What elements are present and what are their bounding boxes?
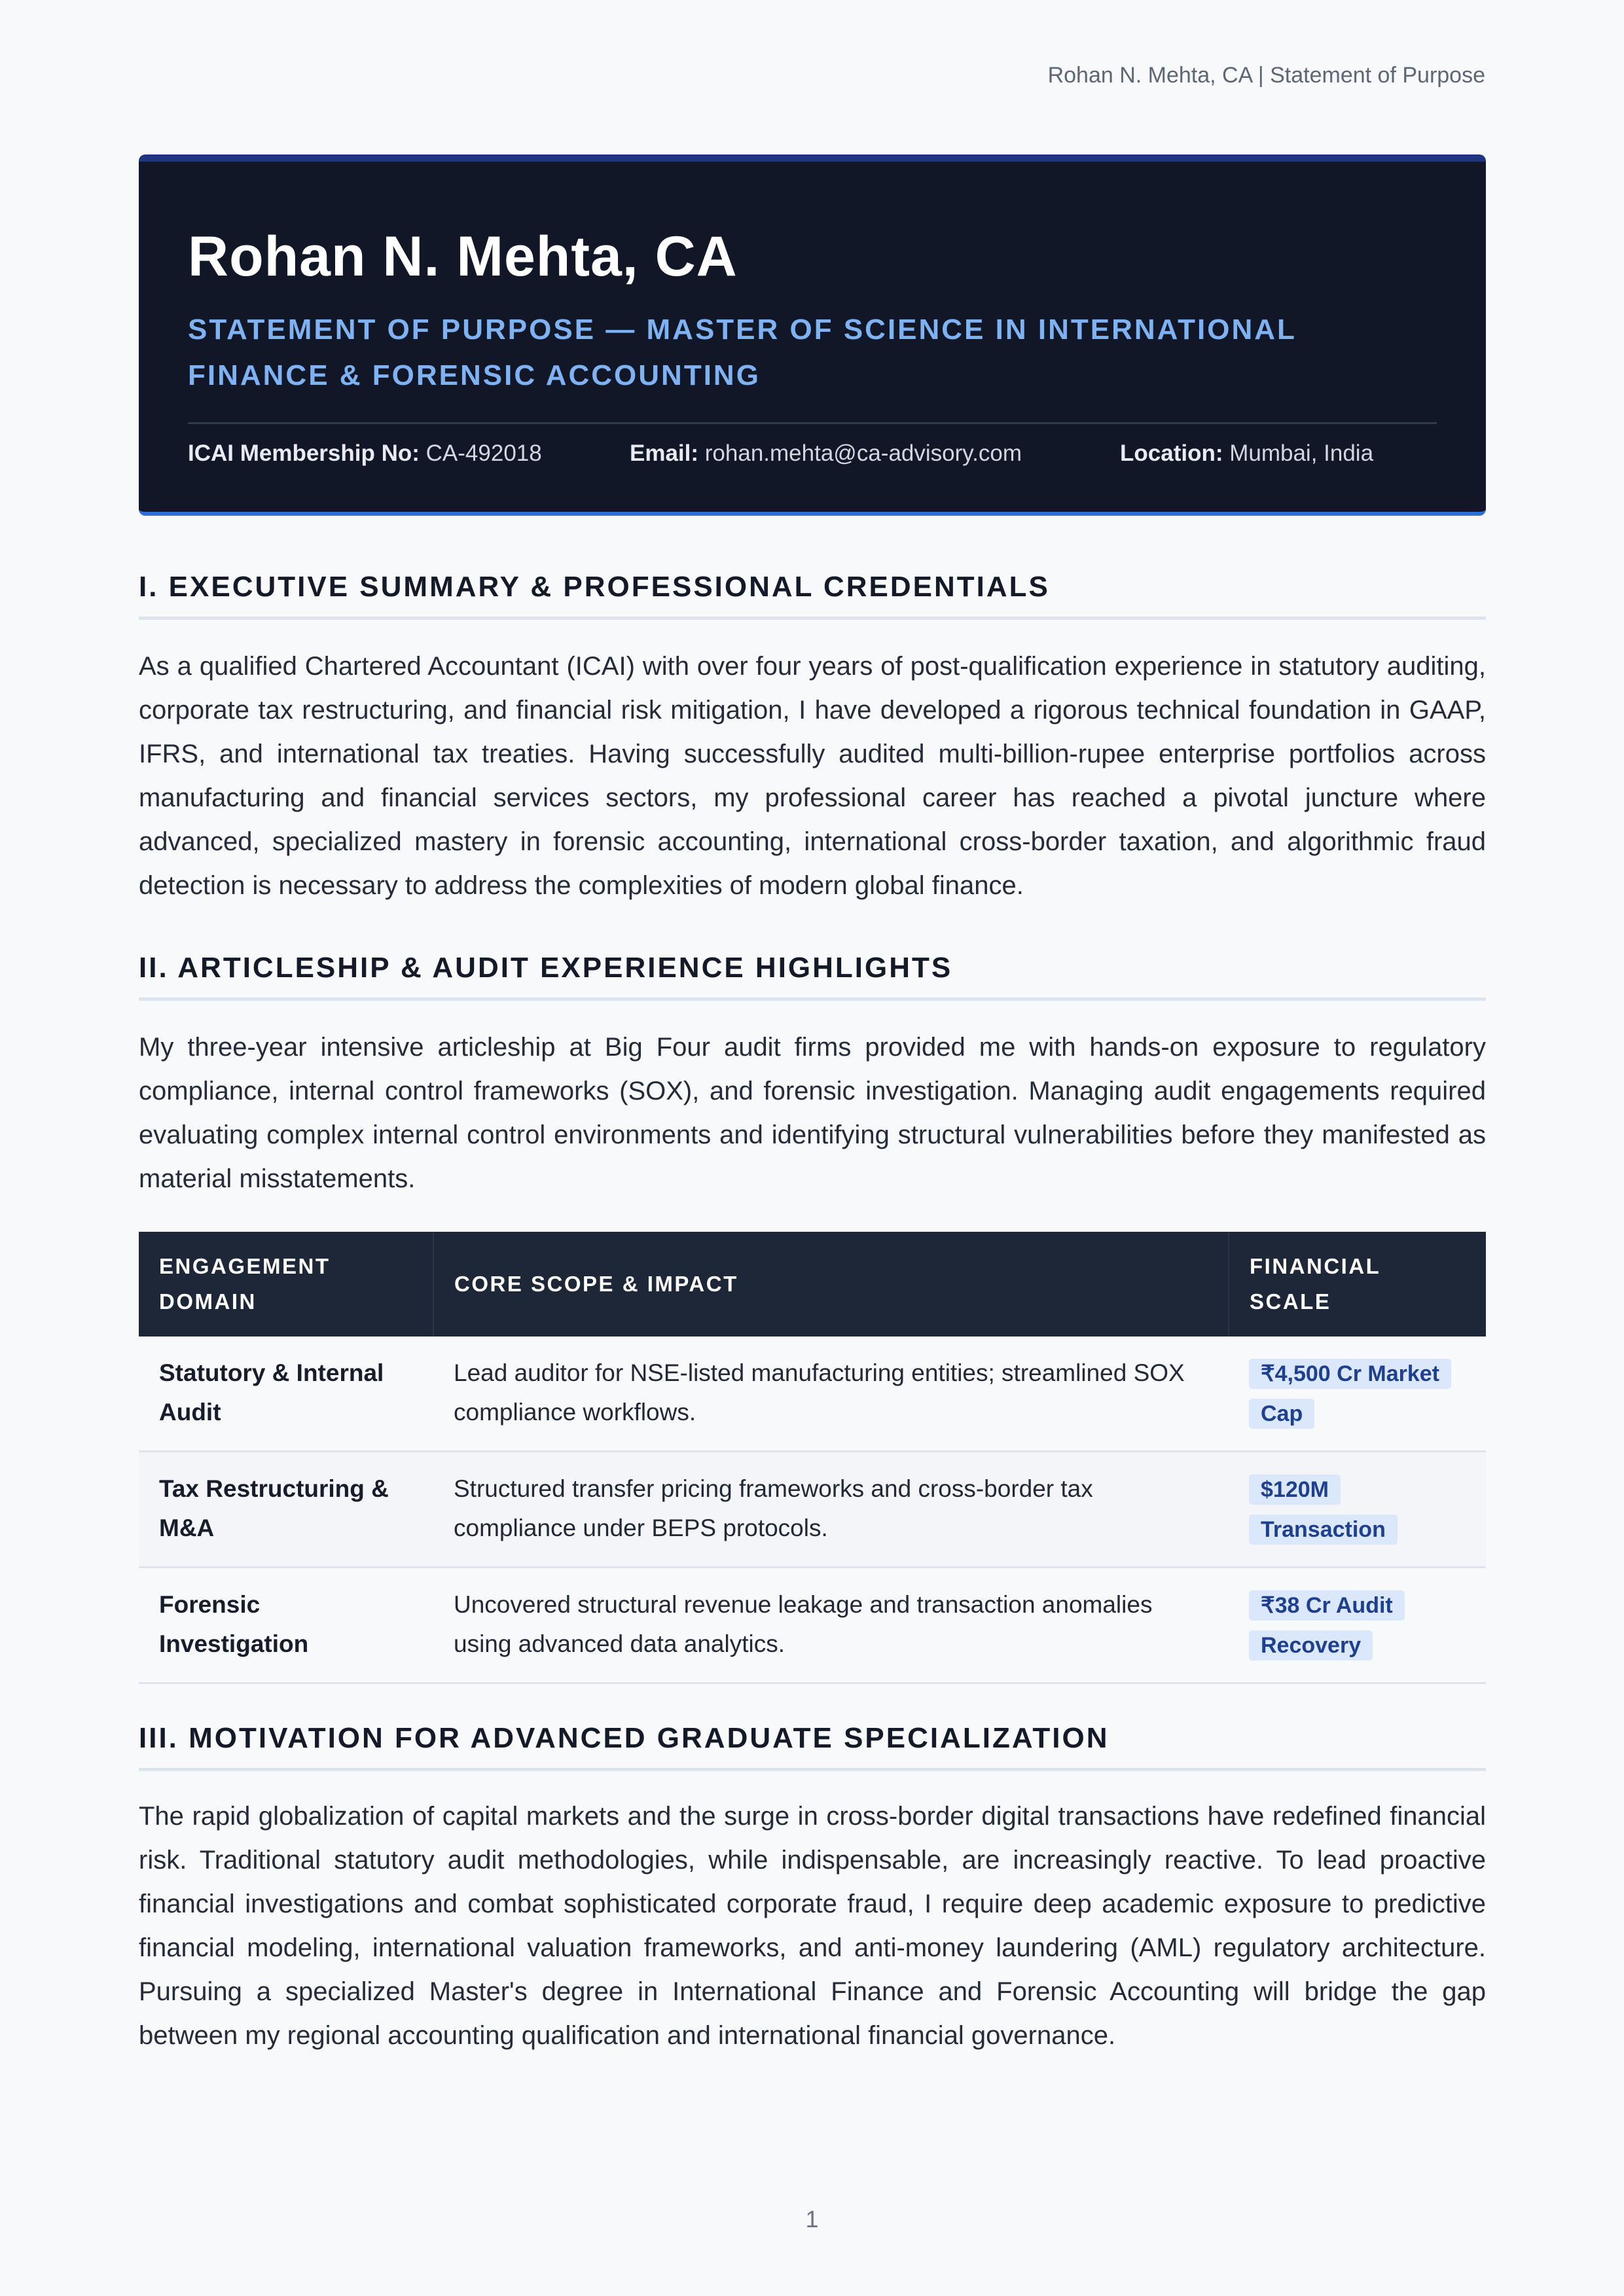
section-title-motivation: III. MOTIVATION FOR ADVANCED GRADUATE SPECIALIZATION — [139, 1722, 1486, 1771]
scale-badge: $120M Transaction — [1249, 1475, 1398, 1545]
table-row — [139, 1452, 1486, 1568]
header-banner — [139, 154, 1486, 516]
scale-badge: ₹4,500 Cr Market Cap — [1249, 1359, 1451, 1429]
membership-label: ICAI Membership No: — [188, 440, 420, 466]
section-title-articleship: II. ARTICLESHIP & AUDIT EXPERIENCE HIGHLIGHTS — [139, 952, 1486, 1001]
membership-value: CA-492018 — [425, 440, 542, 466]
motivation-text: The rapid globalization of capital markets and the surge in cross-border digital transactions have redefined financial risk. Traditional statutory audit methodologies, while indispensable, are increasingly reactive. To lead proactive financial investigations and combat sophisticated corporate fraud, I require deep academic exposure to predictive financial modeling, international valuation frameworks, and anti-money laundering (AML) regulatory architecture. Pursuing a specialized Master's degree in International Finance and Forensic Accounting will bridge the gap between my regional accounting qualification and international financial governance. — [139, 1802, 1486, 2050]
table-row — [139, 1568, 1486, 1683]
scale-cell — [1229, 1452, 1486, 1568]
scope-cell: Structured transfer pricing frameworks and cross-border tax compliance under BEPS protocols. — [433, 1452, 1229, 1568]
location-info — [1120, 440, 1373, 467]
membership-info — [188, 440, 542, 467]
column-header-scale: FINANCIAL SCALE — [1229, 1232, 1486, 1336]
page-number: 1 — [805, 2206, 819, 2233]
email-value: rohan.mehta@ca-advisory.com — [704, 440, 1022, 466]
header-divider — [188, 422, 1437, 424]
candidate-name: Rohan N. Mehta, CA — [188, 225, 738, 288]
scale-cell — [1229, 1568, 1486, 1683]
column-header-domain: ENGAGEMENT DOMAIN — [139, 1232, 433, 1336]
domain-cell: Statutory & Internal Audit — [139, 1336, 433, 1452]
domain-cell: Tax Restructuring & M&A — [139, 1452, 433, 1568]
scope-cell: Lead auditor for NSE-listed manufacturing entities; streamlined SOX compliance workflows. — [433, 1336, 1229, 1452]
column-header-scope: CORE SCOPE & IMPACT — [433, 1232, 1229, 1336]
scale-cell — [1229, 1336, 1486, 1452]
location-value: Mumbai, India — [1229, 440, 1374, 466]
email-info — [630, 440, 1022, 467]
executive-summary-text: As a qualified Chartered Accountant (ICAI) with over four years of post-qualification experience in statutory auditing, corporate tax restructuring, and financial risk mitigation, I have developed a rigorous technical foundation in GAAP, IFRS, and international tax treaties. Having successfully audited multi-billion-rupee enterprise portfolios across manufacturing and financial services sectors, my professional career has reached a pivotal juncture where advanced, specialized mastery in forensic accounting, international cross-border taxation, and algorithmic fraud detection is necessary to address the complexities of modern global finance. — [139, 652, 1486, 900]
articleship-text: My three-year intensive articleship at Big Four audit firms provided me with hands-on exposure to regulatory compliance, internal control frameworks (SOX), and forensic investigation. Managing audit engagements required evaluating complex internal control environments and identifying structural vulnerabilities before they manifested as material misstatements. — [139, 1033, 1486, 1193]
domain-cell: Forensic Investigation — [139, 1568, 433, 1683]
location-label: Location: — [1120, 440, 1223, 466]
running-header: Rohan N. Mehta, CA | Statement of Purpose — [1047, 63, 1485, 88]
table-row — [139, 1336, 1486, 1452]
email-label: Email: — [630, 440, 699, 466]
scope-cell: Uncovered structural revenue leakage and transaction anomalies using advanced data analytics. — [433, 1568, 1229, 1683]
section-title-executive-summary: I. EXECUTIVE SUMMARY & PROFESSIONAL CREDENTIALS — [139, 571, 1486, 620]
experience-table — [139, 1232, 1486, 1684]
scale-badge: ₹38 Cr Audit Recovery — [1249, 1590, 1405, 1660]
document-subtitle: STATEMENT OF PURPOSE — MASTER OF SCIENCE IN INTERNATIONAL FINANCE & FORENSIC ACCOUNTING — [188, 314, 1297, 391]
table-header-row — [139, 1232, 1486, 1336]
